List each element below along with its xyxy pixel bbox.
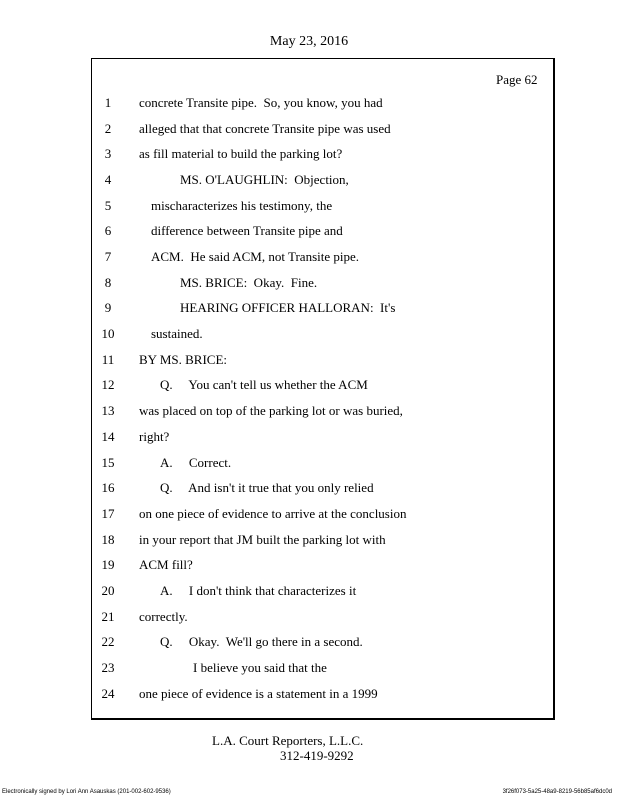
line-text: one piece of evidence is a statement in a 1999 xyxy=(139,686,378,701)
transcript-line xyxy=(0,583,618,601)
line-text: BY MS. BRICE: xyxy=(139,352,228,367)
line-text: alleged that that concrete Transite pipe was used xyxy=(139,121,391,136)
line-number: 20 xyxy=(101,583,115,598)
line-text: A. Correct. xyxy=(160,455,232,470)
transcript-line xyxy=(0,429,618,447)
transcript-line xyxy=(0,660,618,678)
line-text: I believe you said that the xyxy=(193,660,327,675)
transcript-line xyxy=(0,506,618,524)
transcript-line xyxy=(0,275,618,293)
line-text: ACM fill? xyxy=(139,557,193,572)
line-text: Q. Okay. We'll go there in a second. xyxy=(160,634,363,649)
line-text: A. I don't think that characterizes it xyxy=(160,583,357,598)
line-number: 16 xyxy=(101,480,115,495)
line-number: 21 xyxy=(101,609,115,624)
transcript-line xyxy=(0,326,618,344)
line-text: mischaracterizes his testimony, the xyxy=(151,198,333,213)
line-number: 19 xyxy=(101,557,115,572)
line-text: Q. You can't tell us whether the ACM xyxy=(160,377,368,392)
line-text: HEARING OFFICER HALLORAN: It's xyxy=(180,300,396,315)
line-number: 7 xyxy=(104,249,112,264)
line-number: 15 xyxy=(101,455,115,470)
line-number: 24 xyxy=(101,686,115,701)
transcript-line xyxy=(0,172,618,190)
line-number: 9 xyxy=(104,300,112,315)
line-number: 13 xyxy=(101,403,115,418)
line-text: Q. And isn't it true that you only relied xyxy=(160,480,374,495)
transcript-line xyxy=(0,121,618,139)
line-number: 11 xyxy=(101,352,115,367)
line-number: 6 xyxy=(104,223,112,238)
transcript-line xyxy=(0,249,618,267)
transcript-line xyxy=(0,455,618,473)
line-number: 5 xyxy=(104,198,112,213)
footer-phone: 312-419-9292 xyxy=(280,748,354,763)
transcript-line xyxy=(0,532,618,550)
line-text: on one piece of evidence to arrive at the conclusion xyxy=(139,506,407,521)
line-text: was placed on top of the parking lot or was buried, xyxy=(139,403,403,418)
document-hash: 3f26f073-5a25-48a9-8219-56b85af6dc0d xyxy=(502,789,612,795)
transcript-line xyxy=(0,352,618,370)
footer-company: L.A. Court Reporters, L.L.C. xyxy=(212,733,364,748)
line-text: difference between Transite pipe and xyxy=(151,223,343,238)
line-text: ACM. He said ACM, not Transite pipe. xyxy=(151,249,360,264)
transcript-line xyxy=(0,686,618,704)
line-text: in your report that JM built the parking lot with xyxy=(139,532,386,547)
page-number: Page 62 xyxy=(496,72,538,87)
line-number: 23 xyxy=(101,660,115,675)
transcript-line xyxy=(0,480,618,498)
line-number: 4 xyxy=(104,172,112,187)
transcript-line xyxy=(0,300,618,318)
line-number: 2 xyxy=(104,121,112,136)
line-text: concrete Transite pipe. So, you know, you had xyxy=(139,95,383,110)
line-text: as fill material to build the parking lot? xyxy=(139,146,343,161)
line-text: sustained. xyxy=(151,326,203,341)
electronic-signature-note: Electronically signed by Lori Ann Asauskas (201-002-602-9536) xyxy=(2,789,171,795)
line-number: 14 xyxy=(101,429,115,444)
line-number: 22 xyxy=(101,634,115,649)
line-number: 10 xyxy=(101,326,115,341)
line-text: correctly. xyxy=(139,609,188,624)
transcript-date: May 23, 2016 xyxy=(269,34,349,49)
transcript-line xyxy=(0,198,618,216)
line-text: MS. BRICE: Okay. Fine. xyxy=(180,275,318,290)
transcript-line xyxy=(0,95,618,113)
transcript-line xyxy=(0,557,618,575)
transcript-line xyxy=(0,223,618,241)
transcript-line xyxy=(0,609,618,627)
line-text: MS. O'LAUGHLIN: Objection, xyxy=(180,172,349,187)
line-text: right? xyxy=(139,429,170,444)
line-number: 18 xyxy=(101,532,115,547)
line-number: 3 xyxy=(104,146,112,161)
line-number: 12 xyxy=(101,377,115,392)
line-number: 1 xyxy=(104,95,112,110)
line-number: 8 xyxy=(104,275,112,290)
transcript-line xyxy=(0,634,618,652)
transcript-line xyxy=(0,377,618,395)
line-number: 17 xyxy=(101,506,115,521)
transcript-line xyxy=(0,146,618,164)
transcript-line xyxy=(0,403,618,421)
